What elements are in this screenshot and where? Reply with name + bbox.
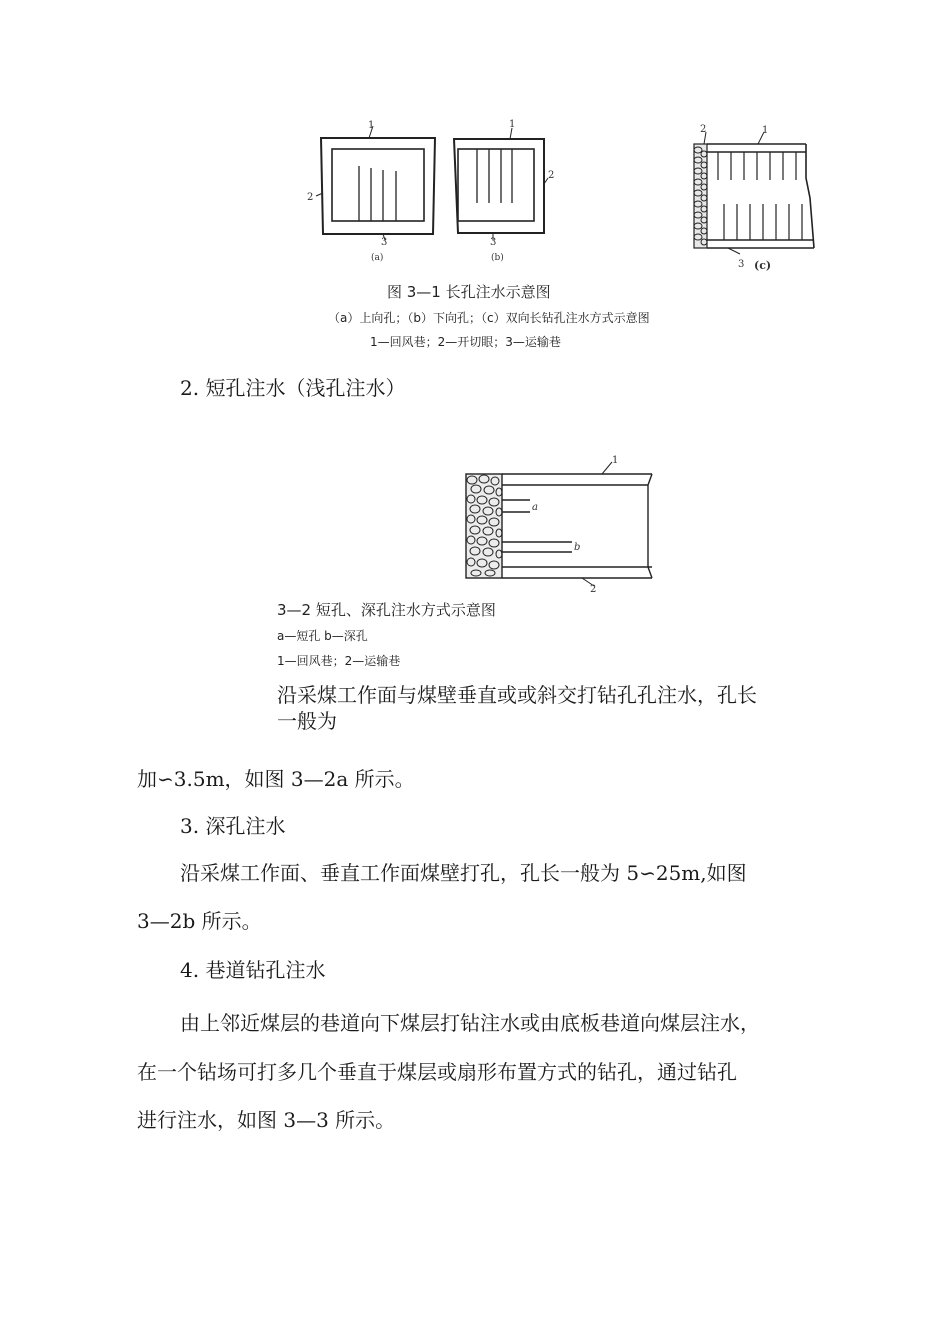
fig2-label-1: 1 bbox=[612, 455, 619, 466]
fig1a-label-2: 2 bbox=[307, 192, 314, 203]
figure-3-1a-diagram bbox=[305, 118, 445, 263]
figure-3-1-legend: 1—回风巷；2—开切眼；3—运输巷 bbox=[370, 335, 561, 349]
fig1c-sublabel: (c) bbox=[754, 259, 772, 272]
figure-3-2-legend-2: 1—回风巷；2—运输巷 bbox=[277, 654, 401, 668]
fig1a-sublabel: (a) bbox=[371, 253, 384, 263]
figure-3-1b-diagram bbox=[448, 118, 578, 263]
figure-3-1-subcaption: （a）上向孔；（b）下向孔；（c）双向长钻孔注水方式示意图 bbox=[328, 311, 650, 325]
fig1c-label-3: 3 bbox=[738, 259, 745, 270]
fig2-label-b: b bbox=[574, 542, 581, 553]
fig1b-sublabel: (b) bbox=[491, 253, 504, 263]
figure-3-1-caption: 图 3—1 长孔注水示意图 bbox=[387, 283, 551, 301]
figure-3-2-legend-1: a—短孔 b—深孔 bbox=[277, 629, 368, 643]
section-2-heading: 2. 短孔注水（浅孔注水） bbox=[180, 376, 406, 400]
section-3-heading: 3. 深孔注水 bbox=[180, 814, 286, 838]
paragraph-3-line-1: 由上邻近煤层的巷道向下煤层打钻注水或由底板巷道向煤层注水， bbox=[180, 1011, 760, 1035]
paragraph-2-line-1: 沿采煤工作面、垂直工作面煤壁打孔，孔长一般为 5∽25m,如图 bbox=[180, 861, 747, 885]
section-4-heading: 4. 巷道钻孔注水 bbox=[180, 958, 326, 982]
paragraph-1-line-1: 沿采煤工作面与煤壁垂直或或斜交打钻孔孔注水，孔长 bbox=[277, 683, 757, 707]
fig1b-label-1: 1 bbox=[509, 119, 516, 130]
paragraph-3-line-2: 在一个钻场可打多几个垂直于煤层或扇形布置方式的钻孔，通过钻孔 bbox=[137, 1060, 737, 1084]
figure-3-2-caption: 3—2 短孔、深孔注水方式示意图 bbox=[277, 601, 496, 619]
paragraph-1-line-3: 加∽3.5m，如图 3—2a 所示。 bbox=[137, 767, 415, 791]
paragraph-2-line-2: 3—2b 所示。 bbox=[137, 909, 262, 933]
fig1c-label-1: 1 bbox=[762, 125, 769, 136]
fig1c-label-2: 2 bbox=[700, 124, 707, 135]
figure-3-1c-diagram bbox=[688, 118, 828, 278]
fig1a-label-3: 3 bbox=[381, 237, 388, 248]
fig1b-label-3: 3 bbox=[490, 237, 497, 248]
fig2-label-2: 2 bbox=[590, 584, 597, 595]
figure-3-2-diagram bbox=[462, 452, 662, 595]
paragraph-1-line-2: 一般为 bbox=[277, 709, 337, 733]
fig1a-label-1: 1 bbox=[368, 120, 375, 131]
paragraph-3-line-3: 进行注水，如图 3—3 所示。 bbox=[137, 1108, 396, 1132]
fig2-label-a: a bbox=[532, 502, 538, 513]
fig1b-label-2: 2 bbox=[548, 170, 555, 181]
